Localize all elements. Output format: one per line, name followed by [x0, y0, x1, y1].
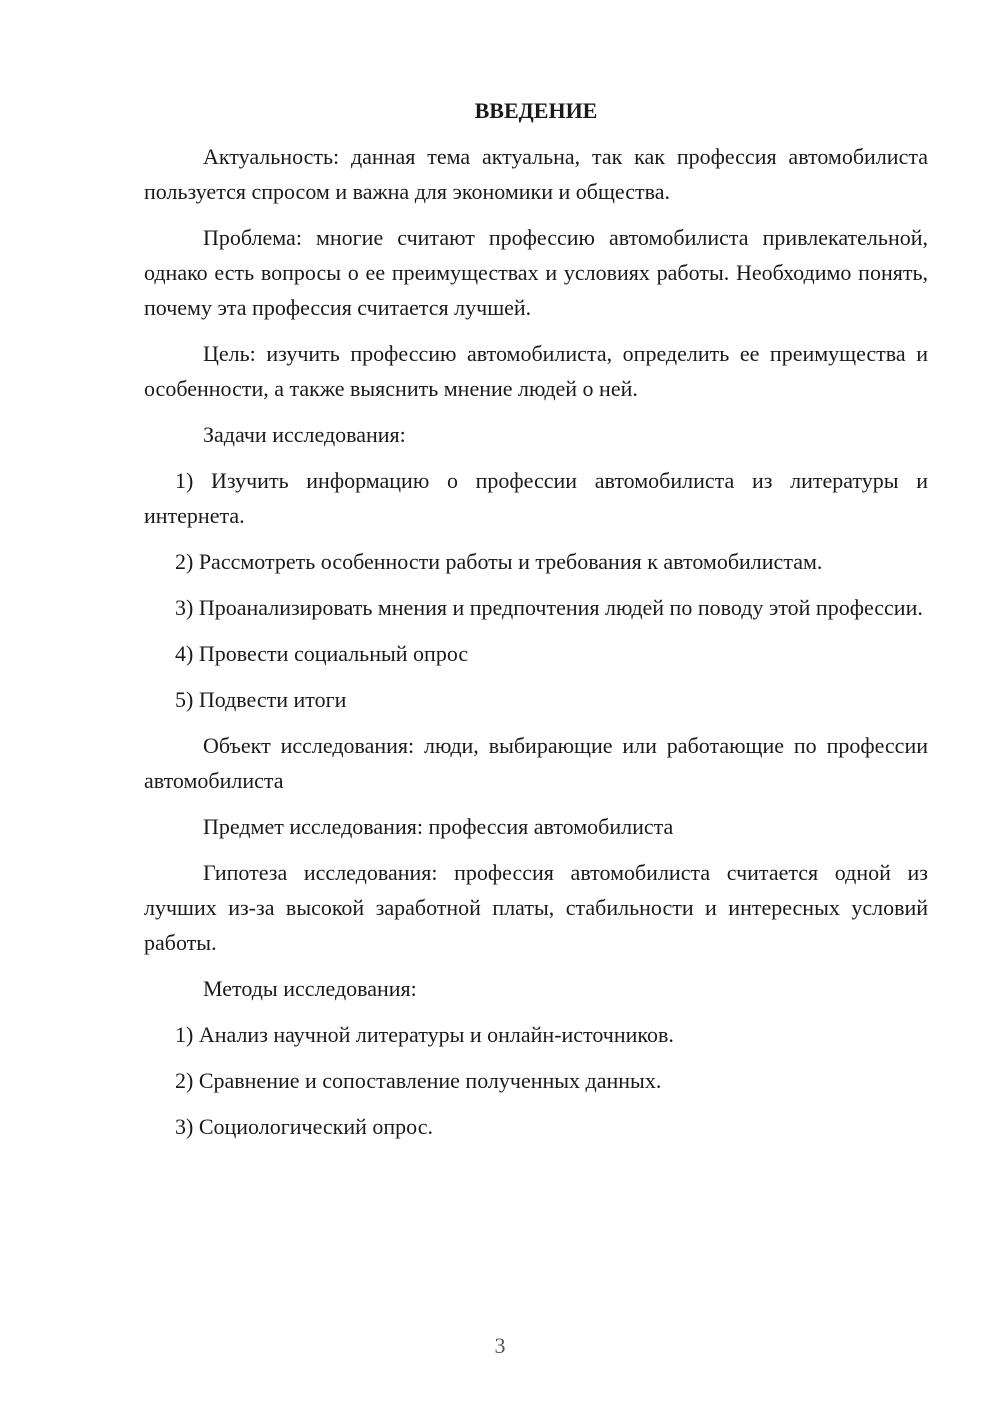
object-paragraph: Объект исследования: люди, выбирающие или работающие по профессии автомобилиста: [144, 733, 928, 793]
subject-paragraph: Предмет исследования: профессия автомобилиста: [203, 814, 674, 839]
method-item: 2) Сравнение и сопоставление полученных данных.: [175, 1068, 662, 1093]
task-item: 5) Подвести итоги: [175, 687, 347, 712]
task-item: 2) Рассмотреть особенности работы и требования к автомобилистам.: [175, 549, 823, 574]
goal-paragraph: Цель: изучить профессию автомобилиста, определить ее преимущества и особенности, а также выяснить мнение людей о ней.: [144, 341, 928, 401]
page-number: 3: [494, 1333, 506, 1358]
method-item: 1) Анализ научной литературы и онлайн-источников.: [175, 1022, 674, 1047]
task-item: 3) Проанализировать мнения и предпочтения людей по поводу этой профессии.: [175, 595, 923, 620]
relevance-paragraph: Актуальность: данная тема актуальна, так как профессия автомобилиста пользуется спросом и важна для экономики и общества.: [144, 144, 928, 204]
methods-title: Методы исследования:: [203, 976, 417, 1001]
tasks-title: Задачи исследования:: [203, 422, 406, 447]
task-item: 4) Провести социальный опрос: [175, 641, 469, 666]
page-content: [144, 94, 928, 1155]
section-heading: ВВЕДЕНИЕ: [474, 98, 598, 123]
task-item: 1) Изучить информацию о профессии автомобилиста из литературы и интернета.: [144, 468, 928, 528]
hypothesis-paragraph: Гипотеза исследования: профессия автомобилиста считается одной из лучших из-за высокой заработной платы, стабильности и интересных условий работы.: [144, 860, 928, 955]
problem-paragraph: Проблема: многие считают профессию автомобилиста привлекательной, однако есть вопросы о ее преимуществах и условиях работы. Необходимо понять, почему эта профессия считается лучшей.: [144, 225, 928, 320]
method-item: 3) Социологический опрос.: [175, 1114, 433, 1139]
